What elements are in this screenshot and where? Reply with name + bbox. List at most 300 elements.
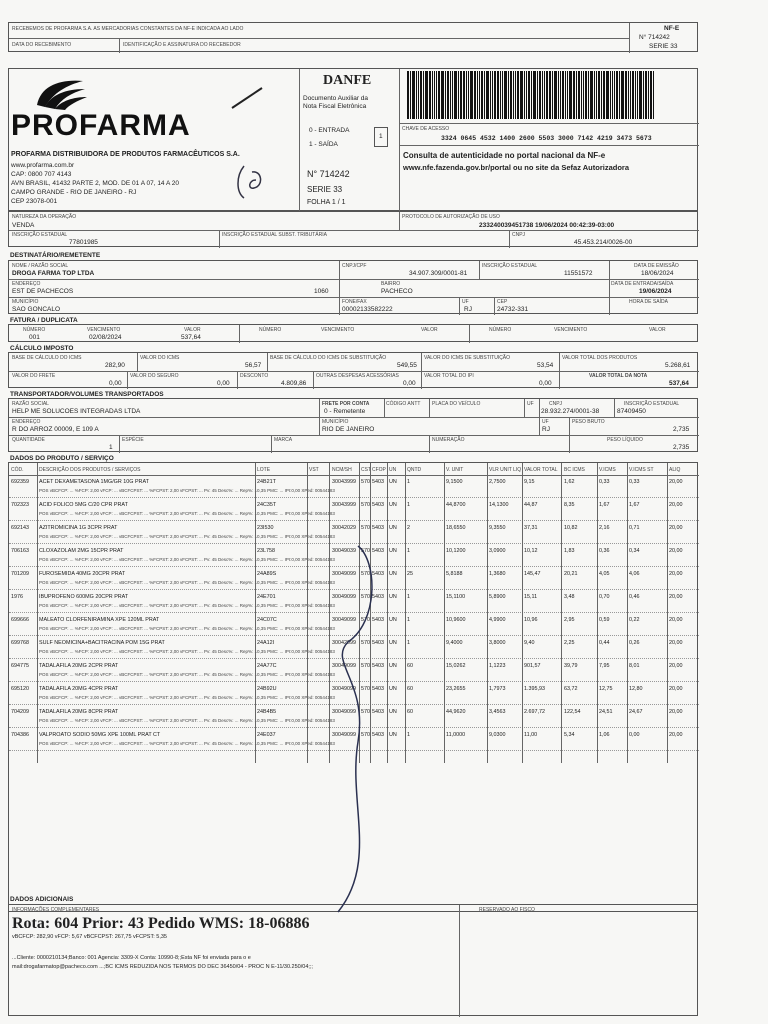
desconto: 4.809,86: [281, 380, 307, 387]
carrier-ie-label: INSCRIÇÃO ESTADUAL: [624, 401, 680, 407]
net-label: PESO LÍQUIDO: [607, 437, 643, 443]
v-prod: 5.268,61: [665, 362, 691, 369]
carrier-cnpj: 28.932.274/0001-38: [541, 408, 600, 415]
frete-label: VALOR DO FRETE: [12, 373, 56, 379]
carrier-name-label: RAZÃO SOCIAL: [12, 401, 49, 407]
recipient-name-label: NOME / RAZÃO SOCIAL: [12, 263, 69, 269]
cell-cfop: 5403: [372, 732, 384, 738]
nature-value: VENDA: [12, 222, 35, 229]
cell-vunit: 11,0000: [446, 732, 466, 738]
cell-vunit: 44,9620: [446, 709, 466, 715]
taxes-section-title: CÁLCULO IMPOSTO: [10, 345, 74, 352]
brand-label: MARCA: [274, 437, 293, 443]
cell-cod: 706163: [11, 548, 29, 554]
carrier-name: HELP ME SOLUCOES INTEGRADAS LTDA: [12, 408, 141, 415]
cell-cfop: 5403: [372, 686, 384, 692]
danfe-entrada: 0 - ENTRADA: [309, 127, 350, 134]
invoice-due-label-2: VENCIMENTO: [321, 327, 355, 333]
cell-bc: 8,35: [564, 502, 575, 508]
cell-ncm: 30043999: [332, 479, 356, 485]
cell-qtd: 25: [407, 571, 413, 577]
carrier-uf-label: UF: [527, 401, 534, 407]
row-tax-detail: POS vBCFCP: ... %FCP: 2,00 vFCP: ... vBCFCPST: ... %FCPST: 2,00 vFCPST: ... Pv: 45 Desc%: ... Rep%: 10,35 PMC: ... IPI:0,00 XPed: 00544183: [39, 557, 335, 562]
row-tax-detail: POS vBCFCP: ... %FCP: 2,00 vFCP: ... vBCFCPST: ... %FCPST: 2,00 vFCPST: ... Pv: 45 Desc%: ... Rep%: 10,35 PMC: ... IPI:0,00 XPed: 00544183: [39, 580, 335, 585]
consult-line-1: Consulta de autenticidade no portal nacional da NF-e: [403, 151, 606, 160]
cnpj-label: CNPJ: [512, 232, 526, 238]
products-header-st: V.ICMS ST: [629, 467, 654, 473]
products-header-vunit: V. UNIT: [446, 467, 464, 473]
cell-lote: 24B92U: [257, 686, 277, 692]
exit-label: DATA DE ENTRADA/SAÍDA: [611, 281, 674, 287]
cell-vunit: 15,1100: [446, 594, 466, 600]
cell-vliq: 9,3550: [489, 525, 506, 531]
receipt-serie: SERIE 33: [649, 43, 678, 50]
cell-cst: 570: [361, 686, 370, 692]
cell-ncm: 30049099: [332, 571, 356, 577]
cell-st: 12,80: [629, 686, 643, 692]
cell-ncm: 30049099: [332, 686, 356, 692]
cell-un: UN: [389, 617, 397, 623]
cell-cst: 570: [361, 548, 370, 554]
receipt-text: RECEBEMOS DE PROFARMA S.A. AS MERCADORIAS CONSTANTES DA NF-E INDICADA AO LADO: [12, 26, 244, 32]
cell-vunit: 9,4000: [446, 640, 463, 646]
cell-cod: 695120: [11, 686, 29, 692]
cell-desc: TADALAFILA 20MG 2CPR PRAT: [39, 663, 119, 669]
cell-lote: 24B21T: [257, 479, 276, 485]
consult-line-2: www.nfe.fazenda.gov.br/portal ou no site da Sefaz Autorizadora: [403, 163, 629, 172]
ie-st-label: INSCRIÇÃO ESTADUAL SUBST. TRIBUTÁRIA: [222, 232, 327, 238]
products-header-un: UN: [389, 467, 397, 473]
uf-value: RJ: [464, 306, 472, 313]
recipient-number: 1060: [314, 288, 329, 295]
danfe-tipo-box: [374, 127, 388, 147]
desconto-label: DESCONTO: [240, 373, 269, 379]
cell-lote: 24B4B5: [257, 709, 277, 715]
cell-bc: 122,54: [564, 709, 581, 715]
cell-cod: 704386: [11, 732, 29, 738]
invoice-section-title: FATURA / DUPLICATA: [10, 317, 78, 324]
cell-lote: 23I530: [257, 525, 274, 531]
cell-qtd: 1: [407, 732, 410, 738]
cell-lote: 24C35T: [257, 502, 277, 508]
cell-bc: 63,72: [564, 686, 578, 692]
products-header-desc: DESCRIÇÃO DOS PRODUTOS / SERVIÇOS: [39, 467, 141, 473]
cell-un: UN: [389, 663, 397, 669]
cell-cfop: 5403: [372, 640, 384, 646]
cell-icms: 1,06: [599, 732, 610, 738]
reserved-label: RESERVADO AO FISCO: [479, 907, 535, 913]
additional-section-title: DADOS ADICIONAIS: [10, 896, 74, 903]
cell-cst: 570: [361, 732, 370, 738]
row-tax-detail: POS vBCFCP: ... %FCP: 2,00 vFCP: ... vBCFCPST: ... %FCPST: 2,00 vFCPST: ... Pv: 45 Desc%: ... Rep%: 10,35 PMC: ... IPI:0,00 XPed: 00544183: [39, 626, 335, 631]
danfe-title: DANFE: [323, 73, 372, 88]
row-tax-detail: POS vBCFCP: ... %FCP: 2,00 vFCP: ... vBCFCPST: ... %FCPST: 2,00 vFCPST: ... Pv: 45 Desc%: ... Rep%: 10,35 PMC: ... IPI:0,00 XPed: 00544183: [39, 534, 335, 539]
emission-value: 18/06/2024: [641, 270, 674, 277]
plate-label: PLACA DO VEÍCULO: [432, 401, 481, 407]
cell-vunit: 23,2655: [446, 686, 466, 692]
outras-label: OUTRAS DESPESAS ACESSÓRIAS: [316, 373, 399, 379]
cell-cst: 570: [361, 663, 370, 669]
row-tax-detail: POS vBCFCP: ... %FCP: 2,00 vFCP: ... vBCFCPST: ... %FCPST: 2,00 vFCPST: ... Pv: 45 Desc%: ... Rep%: 10,35 PMC: ... IPI:0,00 XPed: 00544183: [39, 649, 335, 654]
cell-cst: 570: [361, 525, 370, 531]
cell-st: 0,22: [629, 617, 640, 623]
cell-vliq: 1,3680: [489, 571, 506, 577]
row-tax-detail: POS vBCFCP: ... %FCP: 2,00 vFCP: ... vBCFCPST: ... %FCPST: 2,00 vFCPST: ... Pv: 45 Desc%: ... Rep%: 10,35 PMC: ... IPI:0,00 XPed: 00544183: [39, 488, 335, 493]
v-icms: 56,57: [245, 362, 262, 369]
taxes-block: [8, 352, 698, 388]
pen-circle-mark-icon: [318, 542, 398, 922]
cep-label: CEP: [497, 299, 508, 305]
cell-cst: 570: [361, 571, 370, 577]
cell-un: UN: [389, 640, 397, 646]
issuer-site: www.profarma.com.br: [11, 162, 75, 169]
danfe-tipo: 1: [379, 133, 383, 140]
access-key-label: CHAVE DE ACESSO: [402, 126, 450, 132]
issuer-name: PROFARMA DISTRIBUIDORA DE PRODUTOS FARMACÊUTICOS S.A.: [11, 151, 240, 158]
cell-bc: 3,48: [564, 594, 575, 600]
cell-qtd: 1: [407, 594, 410, 600]
uf-label: UF: [462, 299, 469, 305]
cell-icms: 0,44: [599, 640, 610, 646]
cell-icms: 0,59: [599, 617, 610, 623]
cell-desc: ACET DEXAMETASONA 1MG/GR 10G PRAT: [39, 479, 149, 485]
cell-desc: TADALAFILA 20MG 8CPR PRAT: [39, 709, 119, 715]
cell-icms: 12,75: [599, 686, 613, 692]
cell-qtd: 1: [407, 640, 410, 646]
cell-lote: 24C07C: [257, 617, 277, 623]
receipt-nfe-title: NF-E: [664, 25, 680, 32]
cell-un: UN: [389, 571, 397, 577]
products-header-cod: CÓD.: [11, 467, 24, 473]
cell-vtot: 9,40: [524, 640, 535, 646]
invoice-value-label-3: VALOR: [649, 327, 666, 333]
issuer-city: CAMPO GRANDE - RIO DE JANEIRO - RJ: [11, 189, 137, 196]
carrier-addr-label: ENDEREÇO: [12, 419, 41, 425]
cell-desc: MALEATO CLORFENIRAMINA XPE 120ML PRAT: [39, 617, 160, 623]
ie-value: 77801985: [69, 239, 98, 246]
cell-qtd: 60: [407, 686, 413, 692]
cell-icms: 0,36: [599, 548, 610, 554]
cell-aliq: 20,00: [669, 732, 683, 738]
emission-label: DATA DE EMISSÃO: [634, 263, 679, 269]
cell-cfop: 5403: [372, 479, 384, 485]
cell-st: 4,06: [629, 571, 640, 577]
issuer-logo-text: PROFARMA: [11, 109, 191, 142]
cell-ncm: 30049099: [332, 732, 356, 738]
bc-icms: 282,90: [105, 362, 125, 369]
cell-cod: 1976: [11, 594, 23, 600]
row-tax-detail: POS vBCFCP: ... %FCP: 2,00 vFCP: ... vBCFCPST: ... %FCPST: 2,00 vFCPST: ... Pv: 45 Desc%: ... Rep%: 10,35 PMC: ... IPI:0,00 XPed: 00544183: [39, 695, 335, 700]
cell-bc: 2,25: [564, 640, 575, 646]
cell-vtot: 1.395,93: [524, 686, 545, 692]
cell-icms: 24,51: [599, 709, 613, 715]
cell-un: UN: [389, 686, 397, 692]
header-block: [8, 68, 698, 211]
cell-lote: 24A89S: [257, 571, 277, 577]
outras: 0,00: [403, 380, 416, 387]
qty-value: 1: [109, 444, 113, 451]
cell-cfop: 5403: [372, 525, 384, 531]
cell-lote: 23L758: [257, 548, 275, 554]
recipient-block: [8, 260, 698, 314]
cell-cst: 570: [361, 479, 370, 485]
recipient-ie: 11551572: [564, 270, 593, 277]
antt-label: CÓDIGO ANTT: [386, 401, 421, 407]
row-tax-detail: POS vBCFCP: ... %FCP: 2,00 vFCP: ... vBCFCPST: ... %FCPST: 2,00 vFCPST: ... Pv: 45 Desc%: ... Rep%: 10,35 PMC: ... IPI:0,00 XPed: 00544183: [39, 741, 335, 746]
recipient-name: DROGA FARMA TOP LTDA: [12, 270, 95, 277]
v-icms-label: VALOR DO ICMS: [140, 355, 180, 361]
carrier-addr: R DO ARROZ 00009, E 109 A: [12, 426, 99, 433]
cell-st: 0,26: [629, 640, 640, 646]
products-header-icms: V.ICMS: [599, 467, 616, 473]
cell-aliq: 20,00: [669, 525, 683, 531]
protocol-value: 233240039451738 19/06/2024 00:42:39-03:00: [479, 222, 615, 229]
cell-qtd: 60: [407, 709, 413, 715]
cell-cod: 701209: [11, 571, 29, 577]
products-section-title: DADOS DO PRODUTO / SERVIÇO: [10, 455, 114, 462]
cep-value: 24732-331: [497, 306, 529, 313]
cell-un: UN: [389, 525, 397, 531]
carrier-uf2: RJ: [542, 426, 550, 433]
cell-vliq: 14,1300: [489, 502, 509, 508]
freight-value: 0 - Remetente: [324, 408, 366, 415]
invoice-value-label-2: VALOR: [421, 327, 438, 333]
cell-desc: FUROSEMIDA 40MG 20CPR PRAT: [39, 571, 126, 577]
recipient-address: EST DE PACHECOS: [12, 288, 74, 295]
products-header-qtd: QNTD: [407, 467, 422, 473]
cell-cod: 692359: [11, 479, 29, 485]
cell-vunit: 5,8188: [446, 571, 463, 577]
products-header-ncm: NCM/SH: [332, 467, 352, 473]
invoice-value-label: VALOR: [184, 327, 201, 333]
bc-st: 549,55: [397, 362, 417, 369]
receipt-sign-label: IDENTIFICAÇÃO E ASSINATURA DO RECEBEDOR: [123, 42, 241, 48]
access-key-barcode: [407, 71, 693, 119]
cell-vliq: 4,9900: [489, 617, 506, 623]
cell-cod: 702323: [11, 502, 29, 508]
cell-desc: TADALAFILA 20MG 4CPR PRAT: [39, 686, 119, 692]
products-header-vst: VST: [309, 467, 319, 473]
cell-qtd: 1: [407, 502, 410, 508]
cell-icms: 1,67: [599, 502, 610, 508]
cell-aliq: 20,00: [669, 640, 683, 646]
invoice-num-label-2: NÚMERO: [259, 327, 282, 333]
cell-bc: 1,62: [564, 479, 575, 485]
danfe-subtitle-1: Documento Auxiliar da: [303, 95, 369, 102]
cell-icms: 0,33: [599, 479, 610, 485]
cell-desc: IBUPROFENO 600MG 20CPR PRAT: [39, 594, 129, 600]
carrier-city-label: MUNICÍPIO: [322, 419, 349, 425]
profarma-logo-icon: [31, 75, 91, 111]
cell-aliq: 20,00: [669, 502, 683, 508]
cell-cst: 570: [361, 617, 370, 623]
invoice-due: 02/08/2024: [89, 334, 122, 341]
cell-vliq: 1,7973: [489, 686, 506, 692]
exit-value: 19/06/2024: [639, 288, 672, 295]
additional-line-3: mail:drogafarmatop@pacheco.com ...;BC ICMS REDUZIDA NOS TERMOS DO DEC 36450/04 - PROC N E-11/30.250/04;;;: [12, 964, 313, 970]
receipt-nfe-number: N° 714242: [639, 34, 670, 41]
cell-icms: 0,70: [599, 594, 610, 600]
v-st-label: VALOR DO ICMS DE SUBSTITUIÇÃO: [424, 355, 511, 361]
cell-cfop: 5403: [372, 594, 384, 600]
cell-vtot: 9,15: [524, 479, 535, 485]
products-header-cfop: CFOP: [372, 467, 386, 473]
cell-ncm: 30049099: [332, 663, 356, 669]
invoice-num: 001: [29, 334, 40, 341]
cell-vtot: 11,00: [524, 732, 538, 738]
seguro: 0,00: [217, 380, 230, 387]
cell-qtd: 1: [407, 479, 410, 485]
cell-vtot: 10,12: [524, 548, 538, 554]
additional-line-1: vBCFCP: 282,90 vFCP: 5,67 vBCFCPST: 267,75 vFCPST: 5,35: [12, 934, 167, 940]
operation-block: [8, 211, 698, 247]
qty-label: QUANTIDADE: [12, 437, 45, 443]
products-header-cst: CST: [361, 467, 371, 473]
cell-aliq: 20,00: [669, 709, 683, 715]
species-label: ESPÉCIE: [122, 437, 144, 443]
seguro-label: VALOR DO SEGURO: [130, 373, 179, 379]
cell-bc: 10,82: [564, 525, 578, 531]
cell-vunit: 9,1500: [446, 479, 463, 485]
cell-desc: VALPROATO SODIO 50MG XPE 100ML PRAT CT: [39, 732, 161, 738]
cell-ncm: 30042099: [332, 640, 356, 646]
nature-label: NATUREZA DA OPERAÇÃO: [12, 214, 77, 220]
cell-un: UN: [389, 479, 397, 485]
cell-qtd: 2: [407, 525, 410, 531]
cell-ncm: 30049039: [332, 548, 356, 554]
bc-icms-label: BASE DE CÁLCULO DO ICMS: [12, 355, 82, 361]
cell-aliq: 20,00: [669, 548, 683, 554]
invoice-due-label: VENCIMENTO: [87, 327, 121, 333]
cell-cod: 692143: [11, 525, 29, 531]
cell-vliq: 9,0300: [489, 732, 506, 738]
phone-value: 00002133582222: [342, 306, 393, 313]
issuer-cep: CEP 23078-001: [11, 198, 58, 205]
cell-st: 0,33: [629, 479, 640, 485]
cell-vliq: 1,1223: [489, 663, 506, 669]
danfe-folha: FOLHA 1 / 1: [307, 199, 346, 206]
cell-st: 24,67: [629, 709, 643, 715]
danfe-subtitle-2: Nota Fiscal Eletrônica: [303, 103, 367, 110]
cell-un: UN: [389, 709, 397, 715]
cnpj-value: 45.453.214/0026-00: [574, 239, 633, 246]
receipt-stub: [8, 22, 698, 52]
city-label: MUNICÍPIO: [12, 299, 39, 305]
cell-ncm: 30049099: [332, 594, 356, 600]
phone-label: FONE/FAX: [342, 299, 367, 305]
ipi: 0,00: [539, 380, 552, 387]
invoice-block: [8, 324, 698, 342]
carrier-city: RIO DE JANEIRO: [322, 426, 375, 433]
access-key: 3324 0645 4532 1400 2600 5503 3000 7142 4219 3473 5673: [441, 135, 652, 142]
carrier-uf2-label: UF: [542, 419, 549, 425]
cell-st: 0,00: [629, 732, 640, 738]
invoice-num-label-3: NÚMERO: [489, 327, 512, 333]
cell-lote: 24E701: [257, 594, 276, 600]
cell-desc: CLOXAZOLAM 2MG 15CPR PRAT: [39, 548, 124, 554]
additional-line-2: ...Cliente: 0000210134;Banco: 001 Agencia: 3309-X Conta: 10990-8;;Esta NF foi enviada para o e: [12, 955, 251, 961]
cell-vliq: 3,0900: [489, 548, 506, 554]
invoice-value: 537,64: [181, 334, 201, 341]
cell-bc: 20,21: [564, 571, 578, 577]
cell-cfop: 5403: [372, 617, 384, 623]
danfe-serie: SERIE 33: [307, 185, 343, 194]
cell-vtot: 44,87: [524, 502, 538, 508]
products-header-vtot: VALOR TOTAL: [524, 467, 558, 473]
danfe-document: [8, 22, 698, 1022]
recipient-section-title: DESTINATÁRIO/REMETENTE: [10, 252, 101, 259]
transport-block: [8, 398, 698, 452]
cell-vtot: 2.697,72: [524, 709, 545, 715]
recipient-cnpj: 34.907.309/0001-81: [409, 270, 468, 277]
cell-bc: 2,95: [564, 617, 575, 623]
cell-icms: 2,16: [599, 525, 610, 531]
cell-st: 1,67: [629, 502, 640, 508]
protocol-label: PROTOCOLO DE AUTORIZAÇÃO DE USO: [402, 214, 500, 220]
products-header-aliq: ALIQ: [669, 467, 681, 473]
cell-aliq: 20,00: [669, 594, 683, 600]
cell-cfop: 5403: [372, 663, 384, 669]
hour-label: HORA DE SAÍDA: [629, 299, 668, 305]
row-tax-detail: POS vBCFCP: ... %FCP: 2,00 vFCP: ... vBCFCPST: ... %FCPST: 2,00 vFCPST: ... Pv: 45 Desc%: ... Rep%: 10,35 PMC: ... IPI:0,00 XPed: 00544183: [39, 718, 335, 723]
cell-desc: ACID FOLICO 5MG C/20 CPR PRAT: [39, 502, 128, 508]
cell-cst: 570: [361, 594, 370, 600]
issuer-cap: CAP: 0800 707 4143: [11, 171, 72, 178]
handwritten-mark-icon: [234, 162, 274, 202]
carrier-ie: 87409450: [617, 408, 646, 415]
cell-cfop: 5403: [372, 709, 384, 715]
issuer-address: AVN BRASIL, 41432 PARTE 2, MOD. DE 01 A 07, 14 A 20: [11, 180, 180, 187]
danfe-saida: 1 - SAÍDA: [309, 141, 338, 148]
pen-scribble-icon: [228, 82, 268, 112]
ie-label: INSCRIÇÃO ESTADUAL: [12, 232, 68, 238]
district-label: BAIRRO: [381, 281, 401, 287]
cell-ncm: 30042029: [332, 525, 356, 531]
products-header-vliq: VLR UNIT LIQ: [489, 467, 522, 473]
carrier-cnpj-label: CNPJ: [549, 401, 563, 407]
cell-icms: 7,95: [599, 663, 610, 669]
cell-cst: 570: [361, 640, 370, 646]
cell-qtd: 60: [407, 663, 413, 669]
total-label: VALOR TOTAL DA NOTA: [589, 373, 648, 379]
v-st: 53,54: [537, 362, 554, 369]
gross-label: PESO BRUTO: [572, 419, 605, 425]
cell-ncm: 30043999: [332, 502, 356, 508]
cell-vliq: 5,8900: [489, 594, 506, 600]
cell-cod: 704209: [11, 709, 29, 715]
cell-vtot: 901,57: [524, 663, 541, 669]
gross-value: 2,735: [673, 426, 690, 433]
danfe-numero: N° 714242: [307, 169, 350, 179]
cell-un: UN: [389, 548, 397, 554]
cell-ncm: 30049099: [332, 709, 356, 715]
cell-un: UN: [389, 502, 397, 508]
cell-vtot: 10,96: [524, 617, 538, 623]
cell-aliq: 20,00: [669, 686, 683, 692]
ipi-label: VALOR TOTAL DO IPI: [424, 373, 474, 379]
row-tax-detail: POS vBCFCP: ... %FCP: 2,00 vFCP: ... vBCFCPST: ... %FCPST: 2,00 vFCPST: ... Pv: 45 Desc%: ... Rep%: 10,35 PMC: ... IPI:0,00 XPed: 00544183: [39, 603, 335, 608]
cell-qtd: 1: [407, 548, 410, 554]
cell-un: UN: [389, 732, 397, 738]
district-value: PACHECO: [381, 288, 413, 295]
cell-vunit: 10,1200: [446, 548, 466, 554]
cell-st: 0,34: [629, 548, 640, 554]
cell-vunit: 44,8700: [446, 502, 466, 508]
cell-bc: 5,34: [564, 732, 575, 738]
row-tax-detail: POS vBCFCP: ... %FCP: 2,00 vFCP: ... vBCFCPST: ... %FCPST: 2,00 vFCPST: ... Pv: 45 Desc%: ... Rep%: 10,35 PMC: ... IPI:0,00 XPed: 00544183: [39, 672, 335, 677]
info-label: INFORMAÇÕES COMPLEMENTARES: [12, 907, 100, 913]
cell-cst: 570: [361, 502, 370, 508]
